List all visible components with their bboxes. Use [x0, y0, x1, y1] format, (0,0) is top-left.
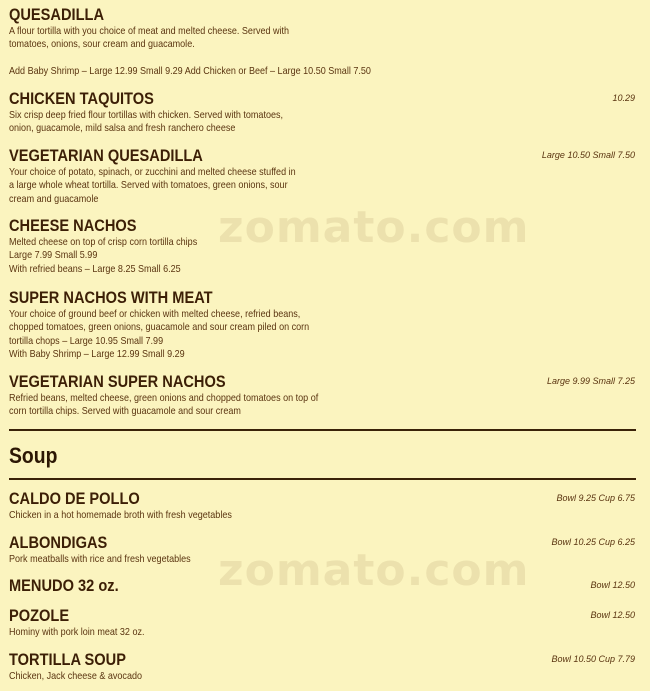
item-title: POZOLE: [9, 606, 70, 625]
item-description: Your choice of ground beef or chicken with melted cheese, refried beans, chopped tomatoes, green onions, guacamole and sour cream piled on corn tortilla chops – Large 10.95 Small 7.99 With Baby Shrimp – Large 12.99 Small 9.29: [9, 308, 310, 361]
item-title: CHICKEN TAQUITOS: [9, 89, 154, 108]
item-description: Six crisp deep fried flour tortillas with chicken. Served with tomatoes, onion, guacamole, mild salsa and fresh ranchero cheese: [9, 109, 284, 135]
menu-item-vegetarian-super-nachos: [9, 372, 639, 419]
item-description: Your choice of potato, spinach, or zucchini and melted cheese stuffed in a large whole wheat tortilla. Served with tomatoes, green onions, sour cream and guacamole: [9, 166, 296, 205]
item-description: Chicken in a hot homemade broth with fresh vegetables: [9, 509, 232, 521]
item-description: Refried beans, melted cheese, green onions and chopped tomatoes on top of corn tortilla chips. Served with guacamole and sour cream: [9, 392, 319, 418]
item-title: CHEESE NACHOS: [9, 216, 137, 235]
item-title: VEGETARIAN QUESADILLA: [9, 146, 203, 165]
item-price: Large 10.50 Small 7.50: [541, 150, 635, 160]
item-price: Bowl 12.50: [590, 610, 635, 620]
item-price: Bowl 10.25 Cup 6.25: [551, 537, 635, 547]
item-title: SUPER NACHOS WITH MEAT: [9, 288, 213, 307]
item-description: Pork meatballs with rice and fresh vegetables: [9, 553, 191, 565]
watermark: zomato.com: [218, 545, 530, 596]
item-title: TORTILLA SOUP: [9, 650, 126, 669]
menu-item-pozole: [9, 606, 639, 639]
section-divider-top: [9, 429, 636, 431]
menu-item-super-nachos-with-meat: [9, 288, 639, 362]
item-title: QUESADILLA: [9, 5, 105, 24]
item-description: A flour tortilla with you choice of meat and melted cheese. Served with tomatoes, onions, sour cream and guacamole. Add Baby Shrimp – Large 12.99 Small 9.29 Add Chicken or Beef – Large 10.50 Small 7.50: [9, 25, 371, 78]
section-divider-bottom: [9, 478, 636, 480]
item-description: Hominy with pork loin meat 32 oz.: [9, 626, 145, 638]
item-title: MENUDO 32 oz.: [9, 576, 119, 595]
menu-item-tortilla-soup: [9, 650, 639, 683]
item-price: Bowl 10.50 Cup 7.79: [551, 654, 635, 664]
item-price: Bowl 9.25 Cup 6.75: [556, 493, 635, 503]
menu-item-vegetarian-quesadilla: [9, 146, 639, 206]
item-title: ALBONDIGAS: [9, 533, 108, 552]
menu-item-chicken-taquitos: [9, 89, 639, 136]
item-price: 10.29: [612, 93, 635, 103]
item-price: Bowl 12.50: [590, 580, 635, 590]
menu-item-caldo-de-pollo: [9, 489, 639, 522]
item-price: Large 9.99 Small 7.25: [546, 376, 635, 386]
item-description: Chicken, Jack cheese & avocado: [9, 670, 143, 682]
menu-item-quesadilla: [9, 5, 639, 79]
item-title: CALDO DE POLLO: [9, 489, 140, 508]
item-description: Melted cheese on top of crisp corn tortilla chips Large 7.99 Small 5.99 With refried beans – Large 8.25 Small 6.25: [9, 236, 198, 275]
section-title: Soup: [9, 443, 58, 468]
watermark: zomato.com: [218, 202, 530, 253]
item-title: VEGETARIAN SUPER NACHOS: [9, 372, 226, 391]
